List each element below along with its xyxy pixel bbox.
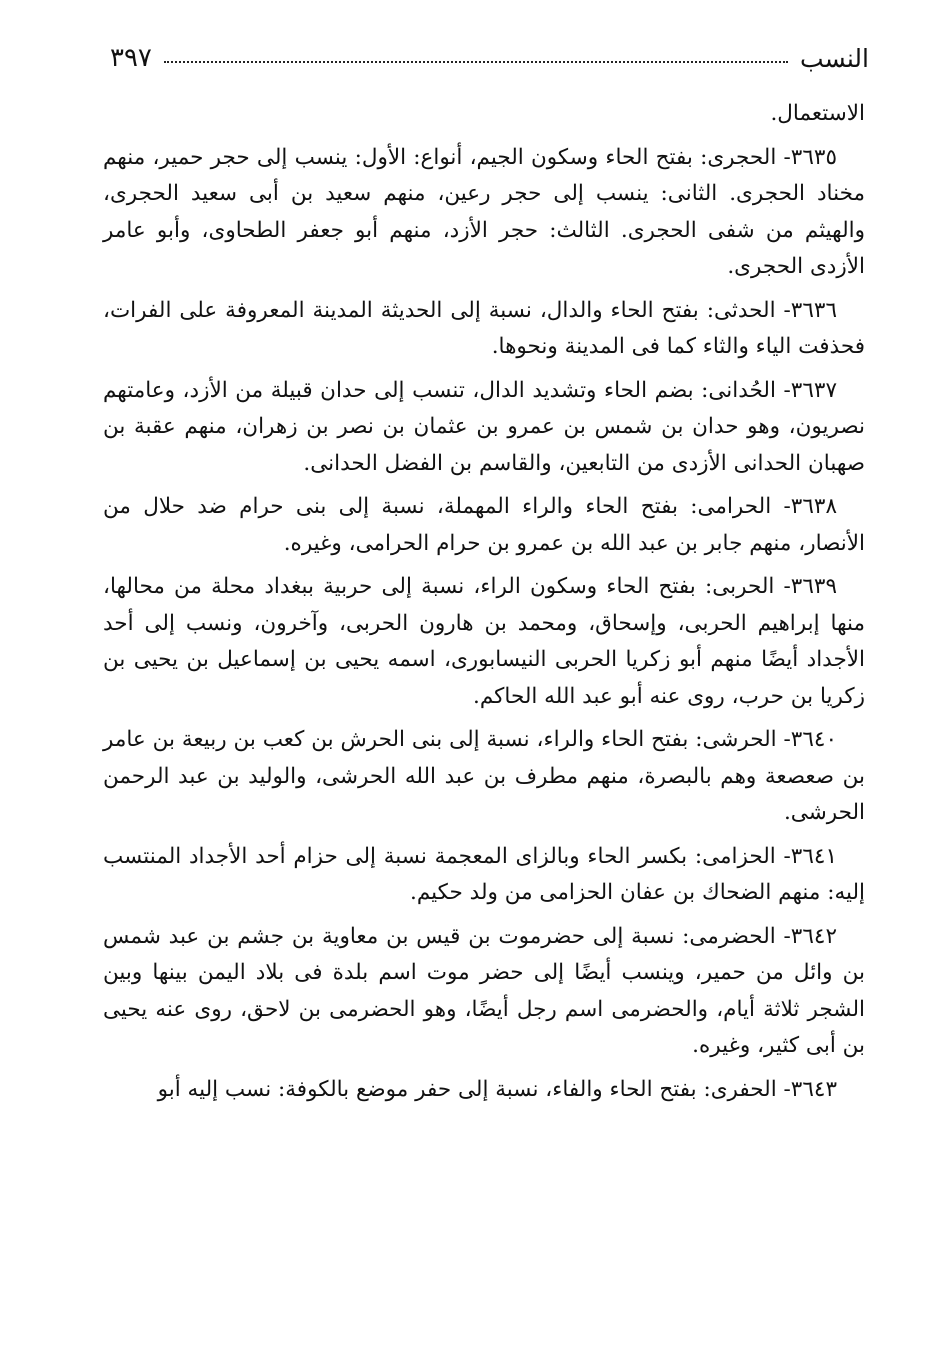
entry-number: ٣٦٣٧	[790, 377, 837, 403]
entry-3637	[103, 373, 865, 483]
entry-3642	[103, 919, 865, 1065]
entry-number: ٣٦٤٣	[790, 1076, 837, 1102]
entry-text: - الحضرمى: نسبة إلى حضرموت بن قيس بن معاوية بن جشم بن عبد شمس بن وائل من حمير، وينسب أيضًا إلى حضر موت اسم بلدة فى بلاد اليمن بينها وبين الشجر ثلاثة أيام، والحضرمى اسم رجل أيضًا، وهو الحضرمى بن لاحق، روى عنه يحيى بن أبى كثير، وغيره.	[103, 923, 865, 1058]
entry-number: ٣٦٣٩	[790, 574, 837, 599]
entry-text: - الحربى: بفتح الحاء وسكون الراء، نسبة إلى حربية ببغداد محلة من محالها، منها إبراهيم الحربى، وإسحاق، ومحمد بن هارون الحربى، وآخرون، ونسب إلى أحد الأجداد أيضًا منهم أبو زكريا الحربى النيسابورى، اسمه يحيى بن إسماعيل بن يحيى بن زكريا بن حرب، روى عنه أبو عبد الله الحاكم.	[103, 574, 865, 709]
carryover-text: الاستعمال.	[770, 101, 865, 126]
entry-3635	[103, 140, 865, 286]
entry-3643	[103, 1072, 865, 1109]
running-header	[110, 36, 869, 80]
entry-3639	[103, 569, 865, 715]
section-title: النسب	[800, 43, 869, 73]
entry-number: ٣٦٣٨	[790, 494, 837, 519]
entry-number: ٣٦٣٥	[790, 144, 837, 170]
entry-number: ٣٦٤٢	[790, 923, 837, 949]
entry-3641	[103, 839, 865, 912]
entry-text: - الحرامى: بفتح الحاء والراء المهملة، نسبة إلى بنى حرام ضد حلال من الأنصار، منهم جابر بن عبد الله بن عمرو بن حرام الحرامى، وغيره.	[103, 494, 865, 556]
entry-text: - الحرشى: بفتح الحاء والراء، نسبة إلى بنى الحرش بن كعب بن ربيعة بن عامر بن صعصعة وهم بالبصرة، منهم مطرف بن عبد الله الحرشى، والوليد بن عبد الرحمن الحرشى.	[103, 727, 865, 825]
entry-text: - الحفرى: بفتح الحاء والفاء، نسبة إلى حفر موضع بالكوفة: نسب إليه أبو	[157, 1076, 791, 1102]
entry-text: - الحجرى: بفتح الحاء وسكون الجيم، أنواع: الأول: ينسب إلى حجر حمير، منهم مخناد الحجرى. الثانى: ينسب إلى حجر رعين، منهم سعيد بن أبى سعيد الحجرى، والهيثم من شفى الحجرى. الثالث: حجر الأزد، منهم أبو جعفر الطحاوى، وأبو عامر الأزدى الحجرى.	[103, 144, 865, 279]
page-number: ٣٩٧	[110, 43, 152, 73]
main-text	[103, 96, 865, 1115]
entry-text: - الحدثى: بفتح الحاء والدال، نسبة إلى الحديثة المدينة المعروفة على الفرات، فحذفت الياء والثاء كما فى المدينة ونحوها.	[103, 297, 865, 359]
entry-text: - الحُدانى: بضم الحاء وتشديد الدال، تنسب إلى حدان قبيلة من الأزد، وعامتهم نصريون، وهو حدان بن شمس بن عمرو بن عثمان بن نصر بن زهران، منهم عقبة بن صهبان الحدانى الأزدى من التابعين، والقاسم بن الفضل الحدانى.	[103, 377, 865, 476]
entry-text: - الحزامى: بكسر الحاء وبالزاى المعجمة نسبة إلى حزام أحد الأجداد المنتسب إليه: منهم الضحاك بن عفان الحزامى من ولد حكيم.	[103, 843, 865, 905]
entry-3640	[103, 722, 865, 832]
entry-number: ٣٦٣٦	[790, 297, 837, 323]
entry-3636	[103, 293, 865, 366]
entry-number: ٣٦٤٠	[790, 727, 837, 752]
entry-3638	[103, 489, 865, 562]
entry-number: ٣٦٤١	[790, 843, 837, 869]
dotted-leader	[164, 61, 788, 63]
